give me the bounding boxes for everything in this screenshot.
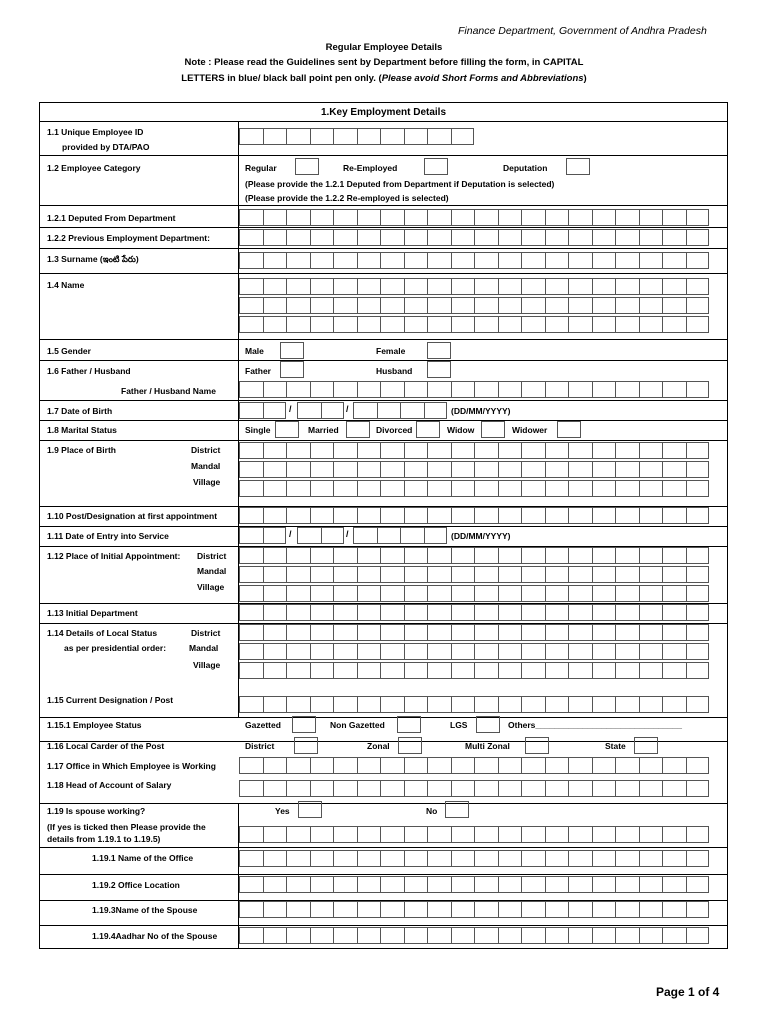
married-checkbox[interactable] (346, 421, 370, 438)
father-husband-name-input[interactable] (239, 381, 709, 398)
pob-district-input[interactable] (239, 442, 709, 459)
label-current-designation: 1.15 Current Designation / Post (47, 695, 174, 705)
male-checkbox[interactable] (280, 342, 304, 359)
label-surname: 1.3 Surname (ఇంటి పేరు) (47, 254, 139, 264)
row-divider (40, 847, 727, 848)
label-father-husband: 1.6 Father / Husband (47, 366, 131, 376)
label-post-designation-first: 1.10 Post/Designation at first appointment (47, 511, 218, 521)
name-input-line-2[interactable] (239, 297, 709, 314)
date-separator: / (289, 529, 292, 539)
note-spouse-2: details from 1.19.1 to 1.19.5) (47, 834, 161, 844)
father-checkbox[interactable] (280, 361, 304, 378)
label-single: Single (245, 425, 271, 435)
doe-month-input[interactable] (297, 527, 344, 544)
multi-zonal-checkbox[interactable] (525, 737, 549, 754)
label-employee-status: 1.15.1 Employee Status (47, 720, 142, 730)
label-no: No (426, 806, 438, 816)
regular-checkbox[interactable] (295, 158, 319, 175)
spouse-name-input[interactable] (239, 901, 709, 918)
row-divider (40, 273, 727, 274)
label-female: Female (376, 346, 406, 356)
note-line-2-b: Please avoid Short Forms and Abbreviations (381, 73, 584, 84)
spouse-office-name-input[interactable] (239, 850, 709, 867)
label-widower: Widower (512, 425, 548, 435)
label-place-of-birth: 1.9 Place of Birth (47, 445, 116, 455)
label-carder-district: District (245, 741, 275, 751)
label-pob-district: District (191, 445, 221, 455)
husband-checkbox[interactable] (427, 361, 451, 378)
label-gender: 1.5 Gender (47, 346, 91, 356)
label-father: Father (245, 366, 271, 376)
label-state: State (605, 741, 626, 751)
lgs-checkbox[interactable] (476, 716, 500, 733)
label-office-working: 1.17 Office in Which Employee is Working (47, 761, 216, 771)
page-number: Page 1 of 4 (656, 985, 720, 999)
label-re-employed: Re-Employed (343, 163, 398, 173)
note-spouse-1: (If yes is ticked then Please provide the (47, 822, 206, 832)
ls-mandal-input[interactable] (239, 643, 709, 660)
head-of-account-input[interactable] (239, 780, 709, 797)
row-divider (40, 420, 727, 421)
non-gazetted-checkbox[interactable] (397, 716, 421, 733)
unique-employee-id-input[interactable] (239, 128, 474, 145)
yes-checkbox[interactable] (298, 801, 322, 818)
note-deputation: (Please provide the 1.2.1 Deputed from Department if Deputation is selected) (245, 179, 555, 189)
widow-checkbox[interactable] (481, 421, 505, 438)
label-spouse-working: 1.19 Is spouse working? (47, 806, 146, 816)
row-divider (40, 717, 727, 718)
carder-district-checkbox[interactable] (294, 737, 318, 754)
pia-mandal-input[interactable] (239, 566, 709, 583)
label-pob-mandal: Mandal (191, 461, 221, 471)
others-field[interactable]: Others_______________________________ (508, 720, 682, 730)
single-checkbox[interactable] (275, 421, 299, 438)
spouse-office-location-input[interactable] (239, 876, 709, 893)
previous-employment-department-input[interactable] (239, 229, 709, 246)
dob-month-input[interactable] (297, 402, 344, 419)
label-place-initial-appointment: 1.12 Place of Initial Appointment: (47, 551, 181, 561)
widower-checkbox[interactable] (557, 421, 581, 438)
row-divider (40, 400, 727, 401)
label-provided-by: provided by DTA/PAO (62, 142, 150, 152)
label-widow: Widow (447, 425, 475, 435)
label-pia-village: Village (197, 582, 225, 592)
label-presidential-order: as per presidential order: (64, 643, 167, 653)
pia-district-input[interactable] (239, 547, 709, 564)
office-working-input[interactable] (239, 757, 709, 774)
label-marital-status: 1.8 Marital Status (47, 425, 117, 435)
pob-mandal-input[interactable] (239, 461, 709, 478)
current-designation-input[interactable] (239, 696, 709, 713)
date-separator: / (346, 529, 349, 539)
form-title: Regular Employee Details (325, 42, 443, 53)
label-deputation: Deputation (503, 163, 548, 173)
note-re-employed: (Please provide the 1.2.2 Re-employed is selected) (245, 193, 449, 203)
label-male: Male (245, 346, 264, 356)
label-local-status: 1.14 Details of Local Status (47, 628, 158, 638)
surname-input[interactable] (239, 252, 709, 269)
ls-district-input[interactable] (239, 624, 709, 641)
female-checkbox[interactable] (427, 342, 451, 359)
row-divider (40, 803, 727, 804)
deputation-checkbox[interactable] (566, 158, 590, 175)
label-local-carder: 1.16 Local Carder of the Post (47, 741, 165, 751)
row-divider (40, 339, 727, 340)
label-previous-employment-department: 1.2.2 Previous Employment Department: (47, 233, 210, 243)
label-spouse-name: 1.19.3Name of the Spouse (92, 905, 198, 915)
label-spouse-aadhar: 1.19.4Aadhar No of the Spouse (92, 931, 218, 941)
label-father-husband-name: Father / Husband Name (121, 386, 216, 396)
label-unique-employee-id: 1.1 Unique Employee ID (47, 127, 144, 137)
label-name: 1.4 Name (47, 280, 85, 290)
label-husband: Husband (376, 366, 413, 376)
name-input-line-3[interactable] (239, 316, 709, 333)
section-title: 1.Key Employment Details (320, 107, 447, 118)
label-yes: Yes (275, 806, 290, 816)
state-checkbox[interactable] (634, 737, 658, 754)
zonal-checkbox[interactable] (398, 737, 422, 754)
deputed-from-department-input[interactable] (239, 209, 709, 226)
label-ls-village: Village (193, 660, 221, 670)
divider (40, 121, 727, 122)
label-pia-mandal: Mandal (197, 566, 227, 576)
post-designation-first-input[interactable] (239, 507, 709, 524)
row-divider (40, 227, 727, 228)
label-initial-department: 1.13 Initial Department (47, 608, 138, 618)
doe-day-input[interactable] (239, 527, 286, 544)
date-separator: / (346, 404, 349, 414)
row-divider (40, 155, 727, 156)
label-ls-district: District (191, 628, 221, 638)
label-date-of-birth: 1.7 Date of Birth (47, 406, 113, 416)
row-divider (40, 874, 727, 875)
label-employee-category: 1.2 Employee Category (47, 163, 141, 173)
doe-year-input[interactable] (353, 527, 447, 544)
label-deputed-from-department: 1.2.1 Deputed From Department (47, 213, 176, 223)
department-header: Finance Department, Government of Andhra Pradesh (458, 25, 707, 37)
label-pob-village: Village (193, 477, 221, 487)
spouse-details-input[interactable] (239, 826, 709, 843)
no-checkbox[interactable] (445, 801, 469, 818)
dob-format-hint: (DD/MM/YYYY) (451, 406, 511, 416)
label-multi-zonal: Multi Zonal (465, 741, 510, 751)
row-divider (40, 248, 727, 249)
label-regular: Regular (245, 163, 277, 173)
label-pia-district: District (197, 551, 227, 561)
label-spouse-office-location: 1.19.2 Office Location (92, 880, 180, 890)
label-zonal: Zonal (367, 741, 390, 751)
label-married: Married (308, 425, 339, 435)
label-head-of-account: 1.18 Head of Account of Salary (47, 780, 172, 790)
initial-department-input[interactable] (239, 604, 709, 621)
doe-format-hint: (DD/MM/YYYY) (451, 531, 511, 541)
spouse-aadhar-input[interactable] (239, 927, 709, 944)
note-line-1: Note : Please read the Guidelines sent by Department before filling the form, in CAPITAL (184, 57, 584, 68)
note-line-2 (0, 73, 768, 84)
pia-village-input[interactable] (239, 585, 709, 602)
label-lgs: LGS (450, 720, 468, 730)
divorced-checkbox[interactable] (416, 421, 440, 438)
gazetted-checkbox[interactable] (292, 716, 316, 733)
row-divider (40, 925, 727, 926)
label-gazetted: Gazetted (245, 720, 281, 730)
date-separator: / (289, 404, 292, 414)
note-line-2-c: ) (583, 73, 587, 84)
note-line-2-a: LETTERS in blue/ black ball point pen only. ( (181, 73, 382, 84)
row-divider (40, 440, 727, 441)
row-divider (40, 205, 727, 206)
label-date-of-entry: 1.11 Date of Entry into Service (47, 531, 169, 541)
label-non-gazetted: Non Gazetted (330, 720, 385, 730)
dob-year-input[interactable] (353, 402, 447, 419)
row-divider (40, 360, 727, 361)
dob-day-input[interactable] (239, 402, 286, 419)
re-employed-checkbox[interactable] (424, 158, 448, 175)
label-ls-mandal: Mandal (189, 643, 219, 653)
name-input-line-1[interactable] (239, 278, 709, 295)
label-spouse-office-name: 1.19.1 Name of the Office (92, 853, 194, 863)
ls-village-input[interactable] (239, 662, 709, 679)
pob-village-input[interactable] (239, 480, 709, 497)
label-divorced: Divorced (376, 425, 413, 435)
